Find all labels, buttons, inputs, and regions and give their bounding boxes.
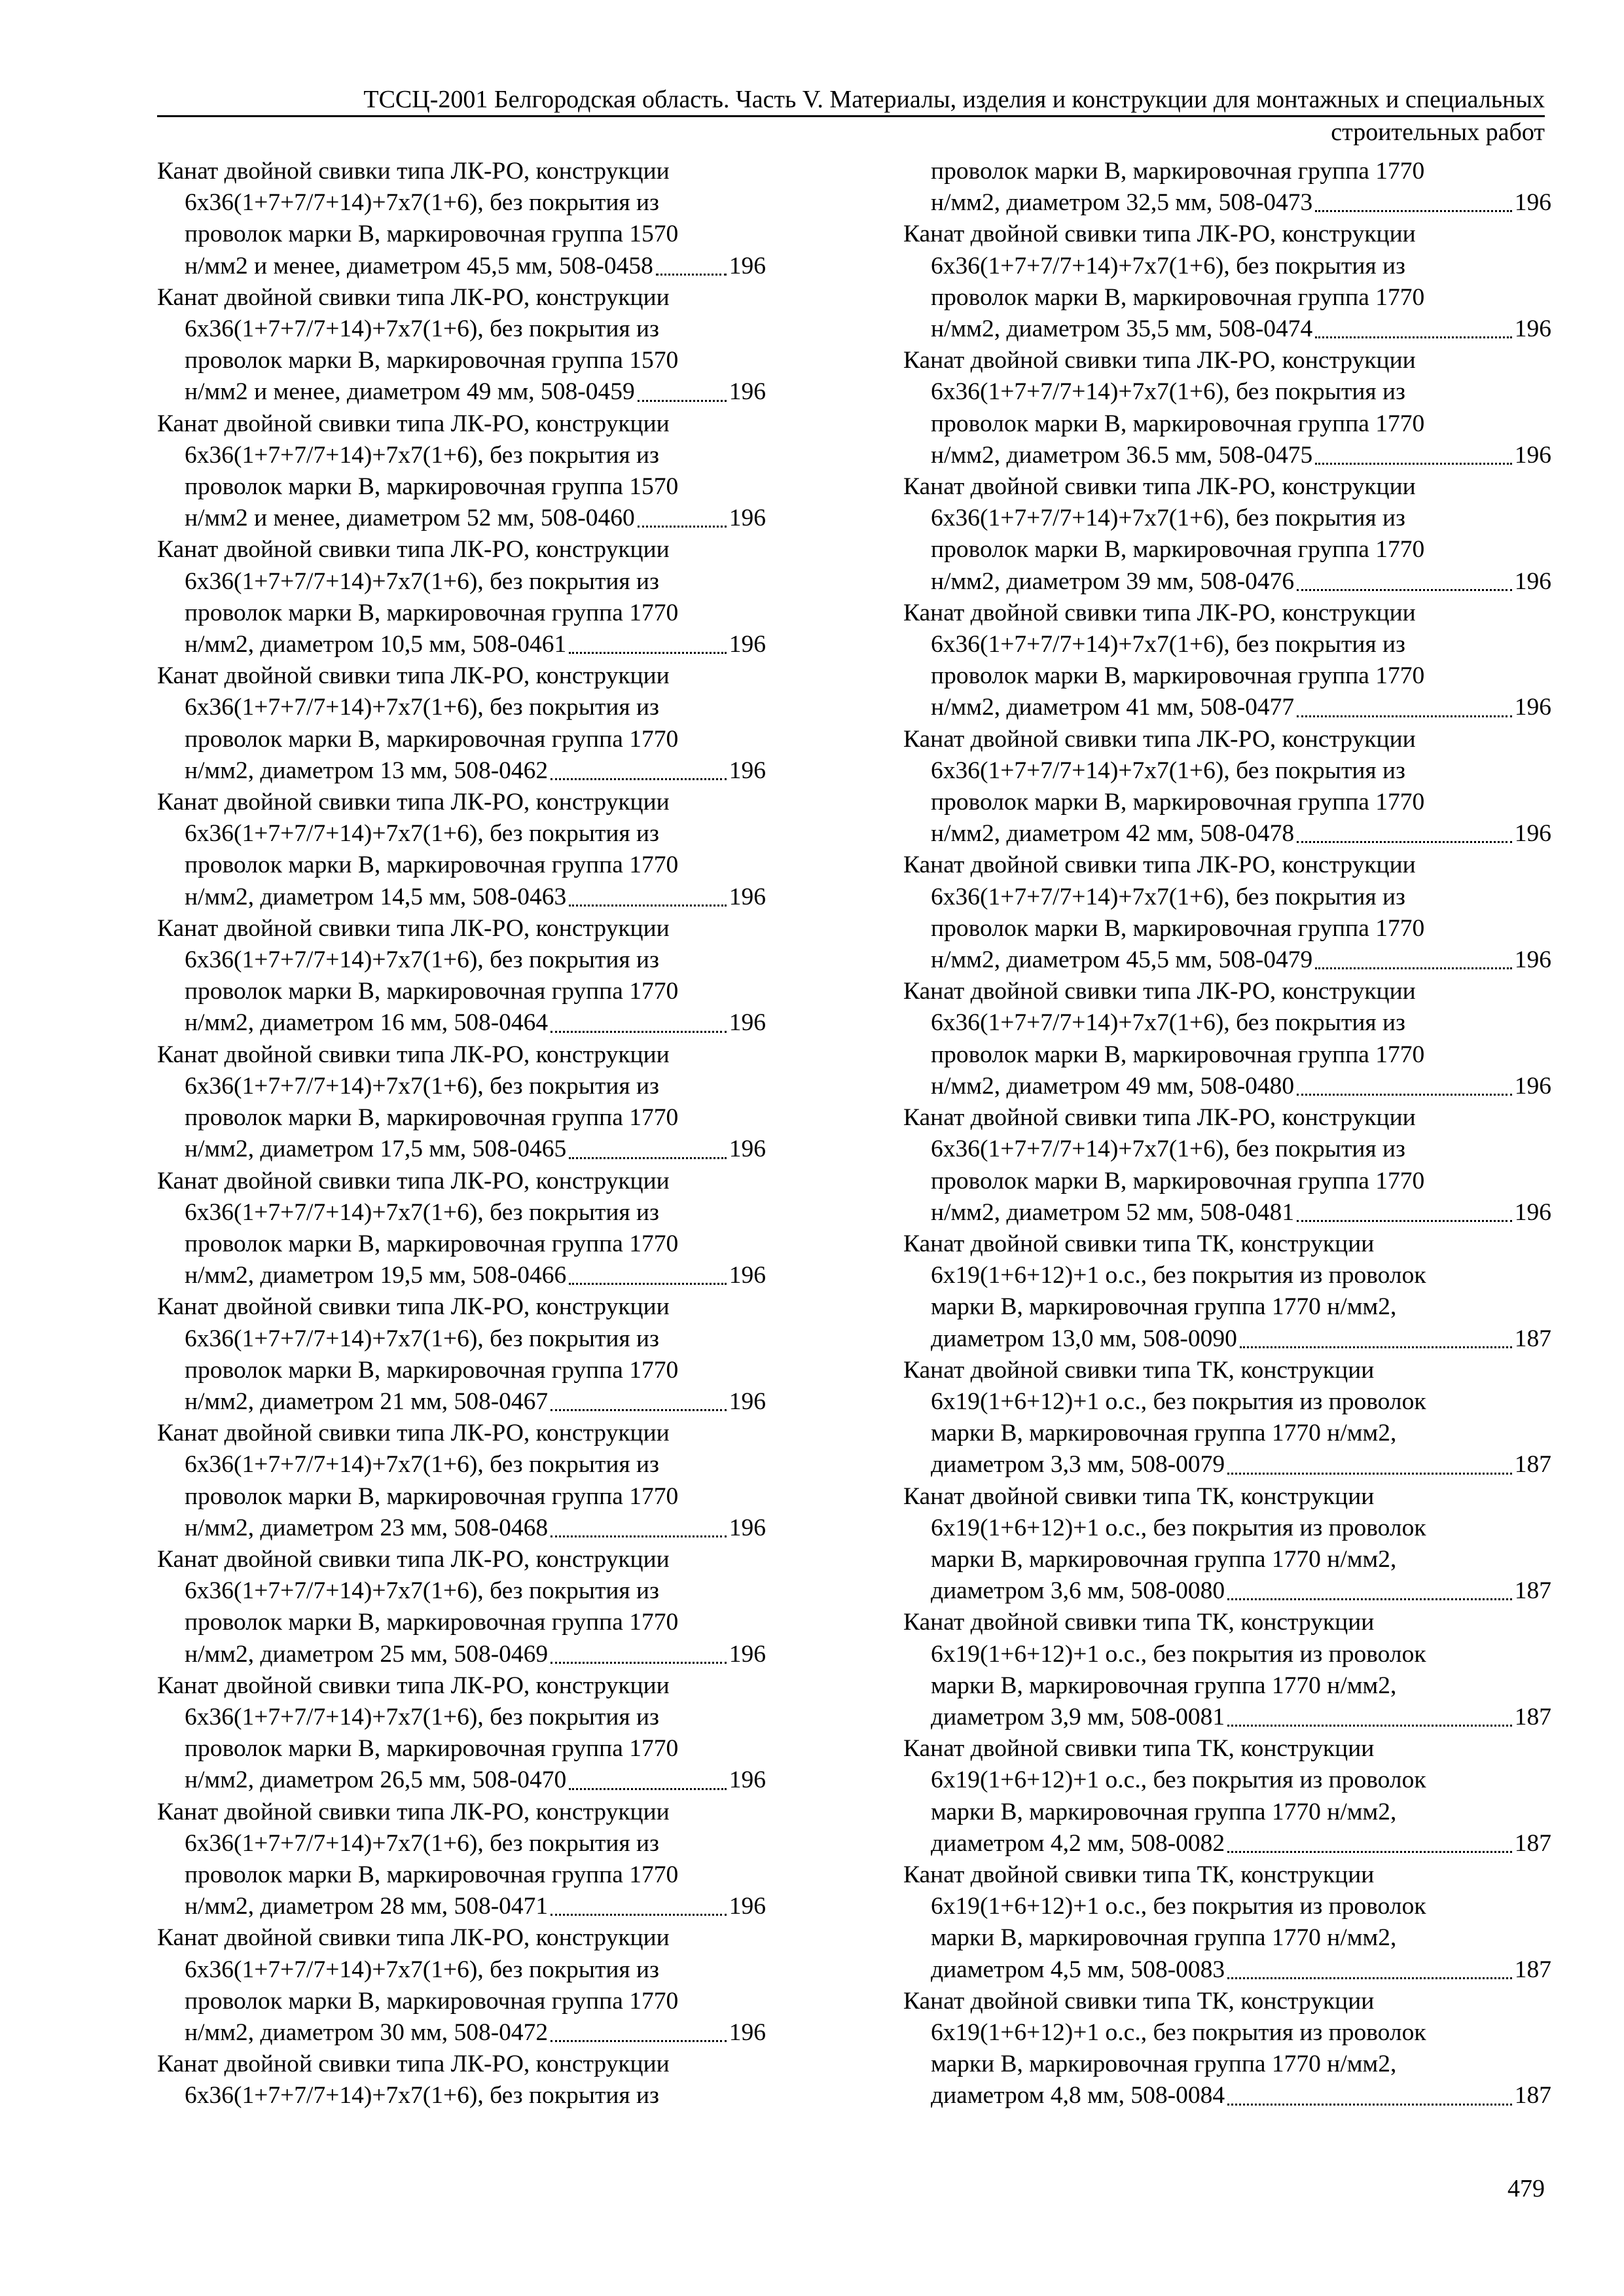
- entry-text: проволок марки В, маркировочная группа 1570: [185, 221, 679, 248]
- entry-text: марки В, маркировочная группа 1770 н/мм2,: [931, 1293, 1397, 1321]
- entry-text: Канат двойной свивки типа ЛК-РО, конструкции: [903, 1104, 1416, 1132]
- entry-last-line: [157, 1386, 766, 1418]
- entry-last-line: [157, 251, 766, 282]
- entry-page-ref: 196: [729, 1767, 766, 1794]
- entry-text: 6х36(1+7+7/7+14)+7х7(1+6), без покрытия из: [185, 1703, 659, 1731]
- entry-text: 6х36(1+7+7/7+14)+7х7(1+6), без покрытия из: [185, 1577, 659, 1605]
- entry-text: 6х19(1+6+12)+1 о.с., без покрытия из проволок: [931, 1514, 1426, 1541]
- entry-last-line: [903, 1575, 1551, 1607]
- entry-text: Канат двойной свивки типа ЛК-РО, конструкции: [157, 158, 670, 185]
- dot-leader: [569, 1788, 726, 1790]
- index-entry: [903, 1733, 1551, 1859]
- entry-text: н/мм2, диаметром 36.5 мм, 508-0475: [931, 441, 1313, 469]
- index-entry: [157, 787, 766, 913]
- dot-leader: [1227, 1725, 1512, 1727]
- index-entry: [903, 345, 1551, 471]
- entry-text: 6х19(1+6+12)+1 о.с., без покрытия из проволок: [931, 1893, 1426, 1920]
- dot-leader: [1297, 841, 1512, 843]
- entry-text: н/мм2, диаметром 10,5 мм, 508-0461: [185, 631, 567, 658]
- dot-leader: [550, 1535, 727, 1537]
- entry-page-ref: 187: [1514, 1956, 1551, 1983]
- entry-text: 6х36(1+7+7/7+14)+7х7(1+6), без покрытия из: [185, 1829, 659, 1857]
- entry-text: 6х36(1+7+7/7+14)+7х7(1+6), без покрытия из: [185, 2082, 659, 2109]
- entry-text: н/мм2, диаметром 26,5 мм, 508-0470: [185, 1767, 567, 1794]
- entry-text: проволок марки В, маркировочная группа 1770: [185, 1482, 679, 1510]
- dot-leader: [550, 1409, 727, 1411]
- entry-last-line: [157, 2017, 766, 2049]
- entry-text: проволок марки В, маркировочная группа 1770: [931, 410, 1425, 437]
- entry-text: Канат двойной свивки типа ТК, конструкции: [903, 1482, 1375, 1510]
- entry-text: н/мм2, диаметром 17,5 мм, 508-0465: [185, 1136, 567, 1163]
- entry-text: проволок марки В, маркировочная группа 1770: [185, 852, 679, 879]
- entry-text: 6х36(1+7+7/7+14)+7х7(1+6), без покрытия из: [185, 1325, 659, 1352]
- entry-text: Канат двойной свивки типа ЛК-РО, конструкции: [157, 536, 670, 564]
- entry-text: Канат двойной свивки типа ЛК-РО, конструкции: [157, 1798, 670, 1825]
- entry-text: н/мм2, диаметром 42 мм, 508-0478: [931, 820, 1295, 848]
- entry-text: н/мм2 и менее, диаметром 45,5 мм, 508-0458: [185, 252, 653, 279]
- entry-page-ref: 196: [729, 2018, 766, 2046]
- dot-leader: [550, 2040, 727, 2042]
- entry-last-line: [157, 1513, 766, 1544]
- entry-text: марки В, маркировочная группа 1770 н/мм2,: [931, 1672, 1397, 1699]
- entry-last-line: [157, 1891, 766, 1922]
- index-entry: [903, 156, 1551, 219]
- entry-text: Канат двойной свивки типа ЛК-РО, конструкции: [903, 978, 1416, 1005]
- entry-text: 6х36(1+7+7/7+14)+7х7(1+6), без покрытия из: [931, 883, 1405, 910]
- index-entry: [157, 408, 766, 535]
- entry-page-ref: 196: [1514, 820, 1551, 848]
- entry-page-ref: 187: [1514, 1577, 1551, 1605]
- entry-last-line: [903, 566, 1551, 598]
- entry-text: диаметром 4,5 мм, 508-0083: [931, 1956, 1225, 1983]
- entry-text: проволок марки В, маркировочная группа 1770: [931, 662, 1425, 690]
- header-title: ТССЦ-2001 Белгородская область. Часть V. Материалы, изделия и конструкции для монтажных и специальных: [363, 86, 1545, 113]
- entry-page-ref: 196: [729, 1009, 766, 1037]
- entry-page-ref: 187: [1514, 1703, 1551, 1731]
- dot-leader: [1297, 715, 1512, 717]
- entry-text: 6х19(1+6+12)+1 о.с., без покрытия из проволок: [931, 1388, 1426, 1415]
- entry-text: проволок марки В, маркировочная группа 1570: [185, 473, 679, 501]
- entry-text: проволок марки В, маркировочная группа 1770: [931, 1041, 1425, 1068]
- index-column-right: [903, 156, 1551, 2112]
- entry-last-line: [903, 187, 1551, 219]
- entry-text: 6х36(1+7+7/7+14)+7х7(1+6), без покрытия из: [185, 820, 659, 848]
- entry-text: н/мм2, диаметром 49 мм, 508-0480: [931, 1072, 1295, 1100]
- entry-text: проволок марки В, маркировочная группа 1770: [185, 978, 679, 1005]
- dot-leader: [550, 778, 727, 780]
- entry-text: проволок марки В, маркировочная группа 1770: [931, 914, 1425, 942]
- entry-page-ref: 196: [729, 1640, 766, 1668]
- entry-text: проволок марки В, маркировочная группа 1570: [185, 347, 679, 374]
- entry-text: Канат двойной свивки типа ЛК-РО, конструкции: [157, 1545, 670, 1573]
- entry-page-ref: 196: [1514, 567, 1551, 595]
- entry-text: Канат двойной свивки типа ТК, конструкции: [903, 1609, 1375, 1636]
- dot-leader: [1297, 1220, 1512, 1222]
- dot-leader: [550, 1031, 727, 1033]
- entry-text: проволок марки В, маркировочная группа 1770: [185, 1735, 679, 1763]
- entry-text: проволок марки В, маркировочная группа 1770: [185, 1987, 679, 2015]
- entry-last-line: [903, 1702, 1551, 1733]
- entry-text: н/мм2, диаметром 30 мм, 508-0472: [185, 2018, 549, 2046]
- entry-page-ref: 196: [1514, 1198, 1551, 1226]
- entry-page-ref: 187: [1514, 1829, 1551, 1857]
- entry-text: диаметром 3,9 мм, 508-0081: [931, 1703, 1225, 1731]
- dot-leader: [656, 274, 727, 276]
- entry-text: н/мм2, диаметром 13 мм, 508-0462: [185, 757, 549, 784]
- index-entry: [157, 1166, 766, 1292]
- entry-last-line: [903, 1323, 1551, 1355]
- entry-page-ref: 187: [1514, 1325, 1551, 1352]
- entry-text: марки В, маркировочная группа 1770 н/мм2,: [931, 1545, 1397, 1573]
- index-entry: [157, 1291, 766, 1418]
- entry-text: н/мм2, диаметром 16 мм, 508-0464: [185, 1009, 549, 1037]
- entry-page-ref: 196: [1514, 694, 1551, 721]
- entry-text: н/мм2, диаметром 25 мм, 508-0469: [185, 1640, 549, 1668]
- entry-page-ref: 196: [729, 252, 766, 279]
- dot-leader: [1240, 1346, 1512, 1348]
- index-entry: [157, 1797, 766, 1923]
- index-entry: [157, 1544, 766, 1670]
- entry-text: 6х19(1+6+12)+1 о.с., без покрытия из проволок: [931, 1640, 1426, 1668]
- entry-last-line: [903, 1071, 1551, 1102]
- entry-text: 6х36(1+7+7/7+14)+7х7(1+6), без покрытия из: [931, 252, 1405, 279]
- entry-text: 6х36(1+7+7/7+14)+7х7(1+6), без покрытия из: [185, 1451, 659, 1479]
- running-header: [157, 84, 1545, 117]
- entry-text: диаметром 3,3 мм, 508-0079: [931, 1451, 1225, 1479]
- entry-text: Канат двойной свивки типа ТК, конструкции: [903, 1987, 1375, 2015]
- header-subtitle: строительных работ: [1331, 118, 1545, 146]
- entry-text: проволок марки В, маркировочная группа 1770: [185, 1104, 679, 1132]
- entry-page-ref: 196: [729, 757, 766, 784]
- entry-text: 6х19(1+6+12)+1 о.с., без покрытия из проволок: [931, 1262, 1426, 1289]
- entry-text: диаметром 13,0 мм, 508-0090: [931, 1325, 1237, 1352]
- entry-text: 6х19(1+6+12)+1 о.с., без покрытия из проволок: [931, 2018, 1426, 2046]
- entry-text: проволок марки В, маркировочная группа 1770: [185, 1356, 679, 1384]
- entry-text: Канат двойной свивки типа ЛК-РО, конструкции: [157, 662, 670, 690]
- index-entry: [157, 1922, 766, 2049]
- dot-leader: [1227, 1473, 1512, 1475]
- index-column-left: [157, 156, 766, 2112]
- entry-last-line: [157, 376, 766, 408]
- entry-text: Канат двойной свивки типа ЛК-РО, конструкции: [903, 725, 1416, 753]
- entry-last-line: [157, 503, 766, 534]
- entry-text: Канат двойной свивки типа ЛК-РО, конструкции: [157, 1420, 670, 1447]
- index-entry: [903, 724, 1551, 850]
- index-entry: [903, 471, 1551, 598]
- entry-text: проволок марки В, маркировочная группа 1770: [931, 789, 1425, 816]
- entry-text: диаметром 4,8 мм, 508-0084: [931, 2082, 1225, 2109]
- entry-page-ref: 196: [729, 1388, 766, 1415]
- entry-text: 6х36(1+7+7/7+14)+7х7(1+6), без покрытия из: [931, 1009, 1405, 1037]
- entry-last-line: [157, 755, 766, 787]
- entry-page-ref: 196: [729, 505, 766, 532]
- entry-page-ref: 196: [729, 1262, 766, 1289]
- entry-text: н/мм2, диаметром 45,5 мм, 508-0479: [931, 946, 1313, 974]
- entry-page-ref: 196: [1514, 946, 1551, 974]
- entry-text: н/мм2, диаметром 28 мм, 508-0471: [185, 1893, 549, 1920]
- entry-page-ref: 196: [1514, 1072, 1551, 1100]
- entry-text: н/мм2, диаметром 19,5 мм, 508-0466: [185, 1262, 567, 1289]
- entry-text: 6х36(1+7+7/7+14)+7х7(1+6), без покрытия из: [931, 378, 1405, 406]
- entry-text: 6х36(1+7+7/7+14)+7х7(1+6), без покрытия из: [931, 505, 1405, 532]
- entry-text: проволок марки В, маркировочная группа 1770: [185, 1230, 679, 1257]
- entry-text: проволок марки В, маркировочная группа 1770: [931, 283, 1425, 311]
- entry-page-ref: 196: [729, 1893, 766, 1920]
- entry-text: н/мм2, диаметром 23 мм, 508-0468: [185, 1514, 549, 1541]
- entry-last-line: [903, 1828, 1551, 1859]
- entry-text: диаметром 3,6 мм, 508-0080: [931, 1577, 1225, 1605]
- entry-last-line: [903, 314, 1551, 345]
- dot-leader: [1315, 463, 1511, 465]
- entry-text: 6х36(1+7+7/7+14)+7х7(1+6), без покрытия из: [931, 1136, 1405, 1163]
- entry-last-line: [157, 1639, 766, 1670]
- dot-leader: [550, 1662, 727, 1664]
- dot-leader: [1227, 1851, 1512, 1853]
- entry-text: Канат двойной свивки типа ЛК-РО, конструкции: [157, 1672, 670, 1699]
- entry-last-line: [157, 882, 766, 913]
- entry-text: проволок марки В, маркировочная группа 1770: [185, 599, 679, 626]
- entry-text: 6х36(1+7+7/7+14)+7х7(1+6), без покрытия из: [185, 1956, 659, 1983]
- entry-text: Канат двойной свивки типа ЛК-РО, конструкции: [157, 410, 670, 437]
- entry-page-ref: 196: [729, 378, 766, 406]
- index-entry: [903, 1859, 1551, 1986]
- entry-text: Канат двойной свивки типа ЛК-РО, конструкции: [903, 347, 1416, 374]
- entry-text: 6х36(1+7+7/7+14)+7х7(1+6), без покрытия из: [185, 946, 659, 974]
- entry-text: н/мм2, диаметром 14,5 мм, 508-0463: [185, 883, 567, 910]
- index-entry: [157, 913, 766, 1039]
- entry-text: 6х36(1+7+7/7+14)+7х7(1+6), без покрытия из: [185, 694, 659, 721]
- entry-text: н/мм2, диаметром 41 мм, 508-0477: [931, 694, 1295, 721]
- index-entry: [903, 1102, 1551, 1229]
- entry-text: 6х36(1+7+7/7+14)+7х7(1+6), без покрытия из: [185, 1198, 659, 1226]
- entry-text: марки В, маркировочная группа 1770 н/мм2,: [931, 1924, 1397, 1952]
- entry-text: проволок марки В, маркировочная группа 1770: [931, 1167, 1425, 1194]
- entry-text: 6х36(1+7+7/7+14)+7х7(1+6), без покрытия из: [185, 441, 659, 469]
- entry-text: Канат двойной свивки типа ЛК-РО, конструкции: [903, 599, 1416, 626]
- index-entry: [157, 660, 766, 787]
- index-entry: [157, 156, 766, 282]
- entry-last-line: [157, 629, 766, 660]
- entry-text: проволок марки В, маркировочная группа 1770: [931, 536, 1425, 564]
- index-entry: [903, 1355, 1551, 1481]
- entry-text: Канат двойной свивки типа ЛК-РО, конструкции: [157, 789, 670, 816]
- entry-text: Канат двойной свивки типа ЛК-РО, конструкции: [903, 221, 1416, 248]
- entry-text: Канат двойной свивки типа ЛК-РО, конструкции: [157, 1924, 670, 1952]
- index-entry: [903, 219, 1551, 345]
- dot-leader: [569, 905, 726, 906]
- entry-text: Канат двойной свивки типа ЛК-РО, конструкции: [157, 2051, 670, 2078]
- entry-text: н/мм2 и менее, диаметром 49 мм, 508-0459: [185, 378, 635, 406]
- entry-last-line: [903, 818, 1551, 850]
- dot-leader: [569, 652, 726, 654]
- entry-page-ref: 187: [1514, 2082, 1551, 2109]
- entry-text: марки В, маркировочная группа 1770 н/мм2,: [931, 1420, 1397, 1447]
- dot-leader: [1297, 589, 1512, 591]
- entry-text: 6х36(1+7+7/7+14)+7х7(1+6), без покрытия из: [185, 315, 659, 343]
- entry-text: 6х36(1+7+7/7+14)+7х7(1+6), без покрытия из: [185, 189, 659, 217]
- entry-page-ref: 196: [729, 1136, 766, 1163]
- dot-leader: [638, 400, 727, 402]
- dot-leader: [1315, 210, 1511, 212]
- entry-page-ref: 196: [1514, 189, 1551, 217]
- entry-last-line: [903, 440, 1551, 471]
- page-number: 479: [1507, 2175, 1545, 2202]
- dot-leader: [638, 526, 727, 528]
- entry-text: Канат двойной свивки типа ТК, конструкции: [903, 1230, 1375, 1257]
- entry-text: Канат двойной свивки типа ЛК-РО, конструкции: [903, 852, 1416, 879]
- entry-last-line: [903, 692, 1551, 723]
- entry-text: Канат двойной свивки типа ТК, конструкции: [903, 1735, 1375, 1763]
- dot-leader: [569, 1283, 726, 1285]
- index-entry: [903, 1481, 1551, 1607]
- entry-text: 6х36(1+7+7/7+14)+7х7(1+6), без покрытия из: [185, 567, 659, 595]
- entry-text: Канат двойной свивки типа ЛК-РО, конструкции: [903, 473, 1416, 501]
- entry-text: Канат двойной свивки типа ЛК-РО, конструкции: [157, 1041, 670, 1068]
- entry-last-line: [903, 1197, 1551, 1229]
- index-entry: [157, 1418, 766, 1544]
- entry-text: Канат двойной свивки типа ТК, конструкции: [903, 1861, 1375, 1888]
- entry-text: Канат двойной свивки типа ЛК-РО, конструкции: [157, 1293, 670, 1321]
- entry-text: Канат двойной свивки типа ЛК-РО, конструкции: [157, 1167, 670, 1194]
- entry-page-ref: 196: [729, 631, 766, 658]
- index-entry: [157, 2049, 766, 2111]
- entry-text: марки В, маркировочная группа 1770 н/мм2,: [931, 1798, 1397, 1825]
- entry-last-line: [157, 1007, 766, 1039]
- entry-text: диаметром 4,2 мм, 508-0082: [931, 1829, 1225, 1857]
- entry-text: 6х36(1+7+7/7+14)+7х7(1+6), без покрытия из: [931, 631, 1405, 658]
- entry-page-ref: 196: [729, 1514, 766, 1541]
- entry-text: проволок марки В, маркировочная группа 1770: [185, 1609, 679, 1636]
- entry-text: марки В, маркировочная группа 1770 н/мм2,: [931, 2051, 1397, 2078]
- entry-text: н/мм2 и менее, диаметром 52 мм, 508-0460: [185, 505, 635, 532]
- entry-last-line: [903, 944, 1551, 976]
- index-entry: [157, 282, 766, 408]
- dot-leader: [1315, 967, 1511, 969]
- index-entry: [903, 1607, 1551, 1733]
- entry-text: проволок марки В, маркировочная группа 1770: [185, 1861, 679, 1888]
- entry-text: н/мм2, диаметром 35,5 мм, 508-0474: [931, 315, 1313, 343]
- entry-last-line: [157, 1765, 766, 1796]
- entry-page-ref: 196: [1514, 315, 1551, 343]
- entry-text: н/мм2, диаметром 39 мм, 508-0476: [931, 567, 1295, 595]
- index-entry: [903, 976, 1551, 1102]
- entry-last-line: [157, 1260, 766, 1291]
- entry-text: проволок марки В, маркировочная группа 1770: [185, 725, 679, 753]
- index-entry: [157, 534, 766, 660]
- dot-leader: [1227, 1977, 1512, 1979]
- dot-leader: [1315, 336, 1511, 338]
- dot-leader: [550, 1914, 727, 1916]
- dot-leader: [1227, 1598, 1512, 1600]
- index-entry: [157, 1039, 766, 1166]
- dot-leader: [1227, 2104, 1512, 2106]
- index-entry: [157, 1670, 766, 1797]
- entry-page-ref: 196: [729, 883, 766, 910]
- index-entry: [903, 1229, 1551, 1355]
- entry-text: н/мм2, диаметром 21 мм, 508-0467: [185, 1388, 549, 1415]
- entry-text: Канат двойной свивки типа ТК, конструкции: [903, 1356, 1375, 1384]
- entry-page-ref: 196: [1514, 441, 1551, 469]
- entry-last-line: [157, 1134, 766, 1165]
- index-entry: [903, 1986, 1551, 2112]
- entry-last-line: [903, 2080, 1551, 2111]
- index-entry: [903, 598, 1551, 724]
- entry-text: 6х19(1+6+12)+1 о.с., без покрытия из проволок: [931, 1767, 1426, 1794]
- index-entry: [903, 850, 1551, 976]
- entry-text: Канат двойной свивки типа ЛК-РО, конструкции: [157, 914, 670, 942]
- entry-last-line: [903, 1954, 1551, 1986]
- entry-text: проволок марки В, маркировочная группа 1770: [931, 158, 1425, 185]
- entry-page-ref: 187: [1514, 1451, 1551, 1479]
- dot-leader: [1297, 1094, 1512, 1096]
- entry-text: 6х36(1+7+7/7+14)+7х7(1+6), без покрытия из: [185, 1072, 659, 1100]
- entry-last-line: [903, 1449, 1551, 1480]
- entry-text: н/мм2, диаметром 52 мм, 508-0481: [931, 1198, 1295, 1226]
- entry-text: 6х36(1+7+7/7+14)+7х7(1+6), без покрытия из: [931, 757, 1405, 784]
- entry-text: н/мм2, диаметром 32,5 мм, 508-0473: [931, 189, 1313, 217]
- entry-text: Канат двойной свивки типа ЛК-РО, конструкции: [157, 283, 670, 311]
- dot-leader: [569, 1157, 726, 1159]
